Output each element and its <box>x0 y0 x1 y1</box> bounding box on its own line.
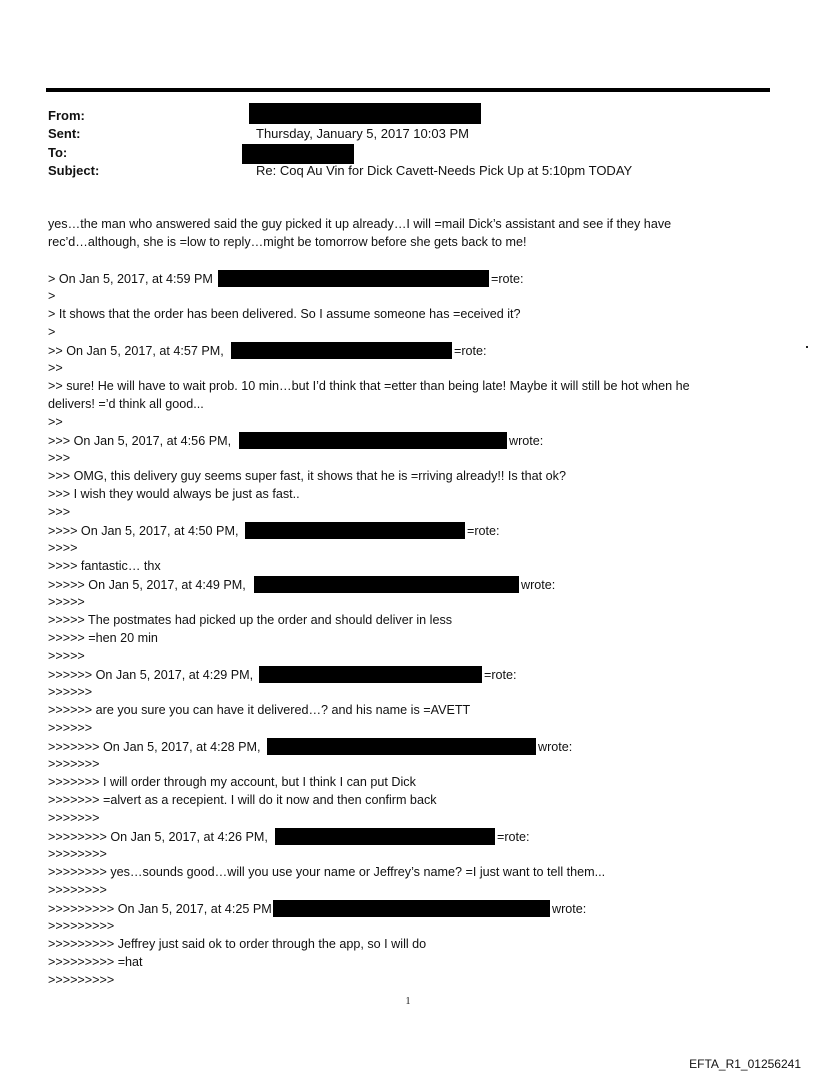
quoted-line <box>48 594 85 610</box>
quoted-text: =rote: <box>467 524 500 538</box>
quoted-text: =rote: <box>454 344 487 358</box>
quoted-text: >>>>>>>> <box>48 847 107 861</box>
quoted-text: >>> <box>48 451 71 465</box>
redaction-box <box>267 738 536 755</box>
quoted-line <box>48 396 204 412</box>
quoted-text: > On Jan 5, 2017, at 4:59 PM <box>48 272 213 286</box>
quoted-text: >>>>>>>>> On Jan 5, 2017, at 4:25 PM <box>48 902 272 916</box>
quoted-line <box>48 720 92 736</box>
quoted-line <box>48 612 452 628</box>
quoted-text: >>>>>>>> yes…sounds good…will you use your name or Jeffrey’s name? =I just want to tell them... <box>48 865 606 879</box>
from-label: From: <box>48 108 85 123</box>
quoted-text: wrote: <box>538 740 573 754</box>
quoted-text: >>>>> =hen 20 min <box>48 631 158 645</box>
quoted-text: > <box>48 289 56 303</box>
bates-number: EFTA_R1_01256241 <box>689 1057 801 1071</box>
quoted-line <box>48 360 63 376</box>
quoted-text: >>>> fantastic… thx <box>48 559 161 573</box>
quoted-text: >>>>>>> <box>48 757 100 771</box>
redaction-box <box>231 342 452 359</box>
redaction-box <box>254 576 519 593</box>
to-label: To: <box>48 145 68 160</box>
quoted-line <box>48 792 437 808</box>
quoted-line <box>48 270 524 287</box>
quoted-line <box>48 810 99 826</box>
quoted-text: >>>>> <box>48 595 85 609</box>
quoted-line <box>48 828 530 845</box>
quoted-line <box>48 648 85 664</box>
quoted-line <box>48 522 500 539</box>
quoted-text: >> <box>48 361 63 375</box>
quoted-text: delivers! =’d think all good... <box>48 397 204 411</box>
quoted-text: >>>>>>>>> <box>48 919 115 933</box>
quoted-text: >>>>>> <box>48 721 93 735</box>
quoted-line <box>48 882 107 898</box>
quoted-line <box>48 936 426 952</box>
body-intro-line: yes…the man who answered said the guy picked it up already…I will =mail Dick’s assistant and see if they have <box>48 217 672 231</box>
body-intro-line: rec’d…although, she is =low to reply…might be tomorrow before she gets back to me! <box>48 235 527 249</box>
sent-value: Thursday, January 5, 2017 10:03 PM <box>256 126 469 141</box>
quoted-line <box>48 972 114 988</box>
quoted-text: >>>>>>> <box>48 811 100 825</box>
quoted-text: >>>>>> <box>48 685 93 699</box>
redaction-box <box>218 270 489 287</box>
quoted-text: =rote: <box>497 830 530 844</box>
quoted-text: >>> OMG, this delivery guy seems super fast, it shows that he is =rriving already!! Is that ok? <box>48 469 566 483</box>
quoted-text: >>>>>> are you sure you can have it delivered…? and his name is =AVETT <box>48 703 471 717</box>
quoted-text: >>>>>>> I will order through my account, but I think I can put Dick <box>48 775 416 789</box>
quoted-text: >>> <box>48 505 71 519</box>
quoted-line <box>48 504 70 520</box>
quoted-text: >>>>>>>>> <box>48 973 115 987</box>
quoted-text: >>> I wish they would always be just as fast.. <box>48 487 300 501</box>
quoted-text: =rote: <box>484 668 517 682</box>
quoted-text: >>>>> The postmates had picked up the order and should deliver in less <box>48 613 453 627</box>
quoted-text: wrote: <box>521 578 556 592</box>
quoted-text: >>>>>>> =alvert as a recepient. I will do it now and then confirm back <box>48 793 437 807</box>
quoted-line <box>48 666 517 683</box>
quoted-text: >>>>>>>> On Jan 5, 2017, at 4:26 PM, <box>48 830 268 844</box>
quoted-line <box>48 738 572 755</box>
quoted-text: >> sure! He will have to wait prob. 10 min…but I’d think that =etter than being late! Maybe it will still be hot when he <box>48 379 690 393</box>
quoted-line <box>48 684 92 700</box>
redaction-box <box>259 666 482 683</box>
quoted-line <box>48 702 470 718</box>
quoted-text: =rote: <box>491 272 524 286</box>
quoted-line <box>48 864 605 880</box>
quoted-text: >>>>> <box>48 649 85 663</box>
quoted-line <box>48 378 690 394</box>
quoted-line <box>48 432 543 449</box>
quoted-line <box>48 324 55 340</box>
quoted-text: wrote: <box>552 902 587 916</box>
quoted-line <box>48 774 416 790</box>
sent-label: Sent: <box>48 126 81 141</box>
redaction-box <box>249 103 481 124</box>
header-divider <box>46 88 770 92</box>
quoted-line <box>48 486 300 502</box>
quoted-text: >> <box>48 415 63 429</box>
subject-value: Re: Coq Au Vin for Dick Cavett-Needs Pick Up at 5:10pm TODAY <box>256 163 633 178</box>
quoted-line <box>48 414 63 430</box>
quoted-text: >> On Jan 5, 2017, at 4:57 PM, <box>48 344 224 358</box>
quoted-line <box>48 540 77 556</box>
quoted-line <box>48 918 114 934</box>
quoted-text: >>>>>>>> <box>48 883 107 897</box>
quoted-text: > It shows that the order has been delivered. So I assume someone has =eceived it? <box>48 307 521 321</box>
quoted-line <box>48 576 555 593</box>
quoted-text: >>>>>>>>> =hat <box>48 955 143 969</box>
quoted-line <box>48 954 143 970</box>
quoted-line <box>48 756 99 772</box>
redaction-box <box>239 432 507 449</box>
subject-label: Subject: <box>48 163 100 178</box>
quoted-text: >>>>>> On Jan 5, 2017, at 4:29 PM, <box>48 668 254 682</box>
quoted-line <box>48 450 70 466</box>
quoted-text: > <box>48 325 56 339</box>
quoted-text: >>>> On Jan 5, 2017, at 4:50 PM, <box>48 524 239 538</box>
quoted-line <box>48 306 521 322</box>
quoted-text: >>>>>>> On Jan 5, 2017, at 4:28 PM, <box>48 740 261 754</box>
quoted-line <box>48 900 586 917</box>
quoted-text: >>>> <box>48 541 78 555</box>
quoted-line <box>48 846 107 862</box>
redaction-box <box>275 828 495 845</box>
quoted-line <box>48 288 55 304</box>
quoted-text: wrote: <box>509 434 544 448</box>
redaction-box <box>242 144 354 164</box>
quoted-line <box>48 630 158 646</box>
quoted-line <box>48 468 566 484</box>
page-number: 1 <box>405 996 411 1007</box>
quoted-text: >>>>> On Jan 5, 2017, at 4:49 PM, <box>48 578 246 592</box>
quoted-text: >>>>>>>>> Jeffrey just said ok to order through the app, so I will do <box>48 937 427 951</box>
redaction-box <box>245 522 465 539</box>
redaction-box <box>273 900 550 917</box>
quoted-line <box>48 342 487 359</box>
quoted-text: >>> On Jan 5, 2017, at 4:56 PM, <box>48 434 232 448</box>
scan-speck <box>806 346 808 348</box>
quoted-line <box>48 558 161 574</box>
